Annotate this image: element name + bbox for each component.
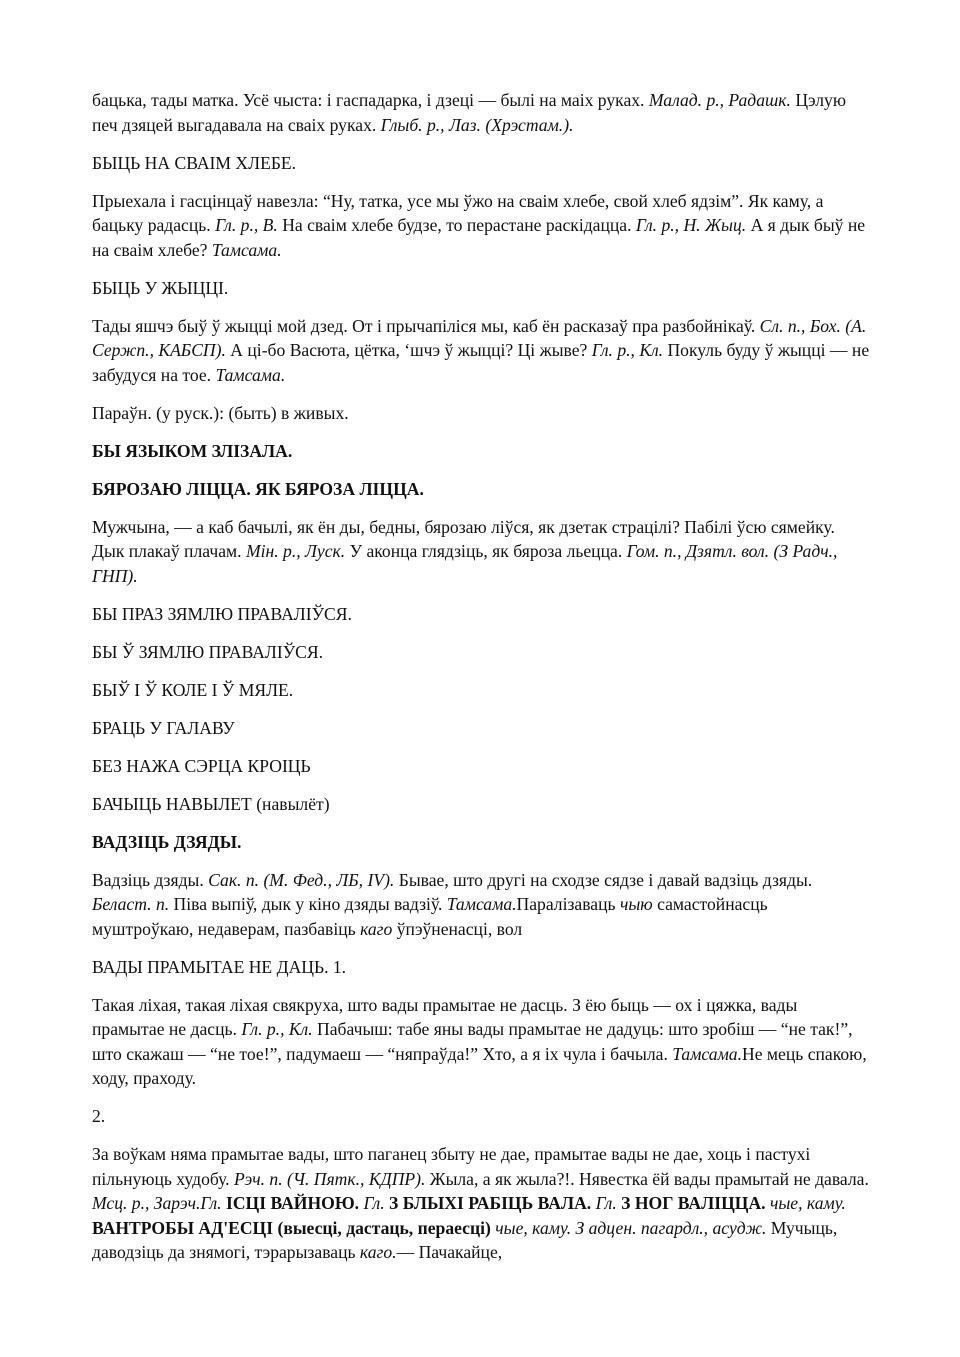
entry-heading: БЫ ПРАЗ ЗЯМЛЮ ПРАВАЛІЎСЯ. xyxy=(92,603,352,624)
paragraph-9 xyxy=(92,1142,870,1265)
text: Мучыць, даводзіць да знямогі, тэрарызаваць xyxy=(92,1217,838,1262)
cross-reference: ІСЦІ ВАЙНОЮ. xyxy=(225,1193,360,1213)
source-citation: Мсц. р., Зарэч.Гл. xyxy=(92,1193,222,1213)
source-citation: Сл. п., Бох. (А. Сержп., КАБСП). xyxy=(92,315,867,360)
entry-heading-bold: БЫ ЯЗЫКОМ ЗЛІЗАЛА. xyxy=(92,440,293,461)
entry-heading: БЫЎ І Ў КОЛЕ І Ў МЯЛЕ. xyxy=(92,679,294,700)
source-citation: Мін. р., Луск. xyxy=(245,541,346,561)
entry-heading: БЫЦЬ НА СВАІМ ХЛЕБЕ. xyxy=(92,152,297,173)
source-citation: Сак. п. (М. Фед., ЛБ, IV). xyxy=(208,869,395,890)
text: ўпэўненасці, вол xyxy=(392,918,523,939)
grammar-note: чыю xyxy=(619,894,653,914)
text: Пабачыш: табе яны вады прамытае не дадуць: што зробіш — “не так!”, што скажаш — “не тое!”, падумаеш — “няпраўда!” Хто, а я іх чула і бачыла. xyxy=(92,1019,853,1064)
text: За воўкам няма прамытае вады, што паганец збыту не дае, прамытае вады не дае, хоць і пастухі пільнуюць худобу. xyxy=(92,1144,811,1189)
text: Прыехала і гасцінцаў навезла: “Ну, татка, усе мы ўжо на сваім хлебе, свой хлеб ядзім”. Як каму, а бацьку радасць. xyxy=(92,190,824,235)
text: Піва выпіў, дык у кіно дзяды вадзіў. xyxy=(169,894,447,914)
source-citation: Глыб. р., Лаз. (Хрэстам.). xyxy=(380,114,574,135)
cross-reference: З НОГ ВАЛІЦЦА. xyxy=(621,1193,766,1213)
text: Вадзіць дзяды. xyxy=(92,869,209,890)
paragraph-7 xyxy=(92,993,870,1091)
text: Тады яшчэ быў ў жыцці мой дзед. От і прычапіліся мы, каб ён расказаў пра разбойнікаў. xyxy=(92,315,760,336)
source-citation: Тамсама. xyxy=(211,239,282,260)
text: На сваім хлебе будзе, то перастане раскідацца. xyxy=(277,215,636,235)
grammar-note: чые, каму. xyxy=(769,1193,846,1213)
grammar-note: Гл. xyxy=(363,1193,385,1213)
grammar-note: чые, каму. З адцен. пагардл., асудж. xyxy=(495,1217,767,1238)
text: Жыла, а як жыла?!. Нявестка ёй вады прамытай не давала. xyxy=(425,1168,869,1189)
entry-heading: ВАДЫ ПРАМЫТАЕ НЕ ДАЦЬ. 1. xyxy=(92,956,347,977)
text: Паралізаваць xyxy=(516,894,620,914)
text: У аконца глядзіць, як бяроза льецца. xyxy=(345,541,627,561)
comparison-note: Параўн. (у руск.): (быть) в живых. xyxy=(92,402,349,423)
source-citation: Гл. р., Н. Жыц. xyxy=(635,215,747,235)
text: Мужчына, — а каб бачылі, як ён ды, бедны, бярозаю ліўся, як дзетак страцілі? Пабілі ўсю сямейку. Дык плакаў плачам. xyxy=(92,516,835,561)
source-citation: Тамсама. xyxy=(215,364,286,385)
entry-heading: БЫЦЬ У ЖЫЦЦІ. xyxy=(92,277,229,298)
source-citation: Гл. р., Кл. xyxy=(241,1019,313,1039)
text: бацька, тады матка. Усё чыста: і гаспадарка, і дзеці — былі на маіх руках. xyxy=(92,90,649,110)
text: — Пачакайце, xyxy=(396,1242,503,1262)
entry-heading-bold: ВАДЗІЦЬ ДЗЯДЫ. xyxy=(92,831,242,852)
entry-heading: БЫ Ў ЗЯМЛЮ ПРАВАЛІЎСЯ. xyxy=(92,641,324,662)
entry-heading-inline: ВАНТРОБЫ АД'ЕСЦІ (выесці, дастаць, пераесці) xyxy=(92,1217,491,1238)
entry-heading: БАЧЫЦЬ НАВЫЛЕТ (навылёт) xyxy=(92,793,330,814)
paragraph-2 xyxy=(92,189,870,263)
grammar-note: Гл. xyxy=(595,1193,617,1213)
text: Не мець спакою, ходу, праходу. xyxy=(92,1043,867,1088)
source-citation: Беласт. п. xyxy=(92,894,170,914)
text: Такая ліхая, такая ліхая свякруха, што вады прамытае не дасць. З ёю быць — ох і цяжка, вады прамытае не дасць. xyxy=(92,994,798,1039)
entry-heading-bold: БЯРОЗАЮ ЛІЦЦА. ЯК БЯРОЗА ЛІЦЦА. xyxy=(92,478,424,499)
source-citation: Рэч. п. (Ч. Пятк., КДПР). xyxy=(233,1168,426,1189)
entry-heading: БРАЦЬ У ГАЛАВУ xyxy=(92,717,235,738)
source-citation: Тамсама. xyxy=(446,894,517,914)
sense-number: 2. xyxy=(92,1106,106,1126)
text: А я дык быў не на сваім хлебе? xyxy=(92,215,866,260)
paragraph-1 xyxy=(92,88,870,137)
paragraph-5 xyxy=(92,515,870,589)
grammar-note: каго xyxy=(360,918,393,939)
cross-reference: З БЛЫХІ РАБІЦЬ ВАЛА. xyxy=(389,1193,592,1213)
text: самастойнасць муштроўкаю, недаверам, пазбавіць xyxy=(92,894,768,939)
source-citation: Гл. р., В. xyxy=(215,215,278,235)
paragraph-3 xyxy=(92,314,870,388)
text: А ці-бо Васюта, цётка, ‘шчэ ў жыцці? Ці жыве? xyxy=(225,340,592,360)
entry-heading: БЕЗ НАЖА СЭРЦА КРОІЦЬ xyxy=(92,755,311,776)
paragraph-6 xyxy=(92,868,870,942)
text: Покуль буду ў жыцці — не забудуся на тое. xyxy=(92,340,870,385)
source-citation: Малад. р., Радашк. xyxy=(648,90,791,110)
source-citation: Гом. п., Дзятл. вол. (З Радч., ГНП). xyxy=(92,541,838,586)
text: Бывае, што другі на сходзе сядзе і давай вадзіць дзяды. xyxy=(394,869,813,890)
grammar-note: каго. xyxy=(359,1242,397,1262)
source-citation: Гл. р., Кл. xyxy=(591,340,664,360)
source-citation: Тамсама. xyxy=(672,1043,742,1064)
text: Цэлую печ дзяцей выгадавала на сваіх руках. xyxy=(92,90,846,135)
